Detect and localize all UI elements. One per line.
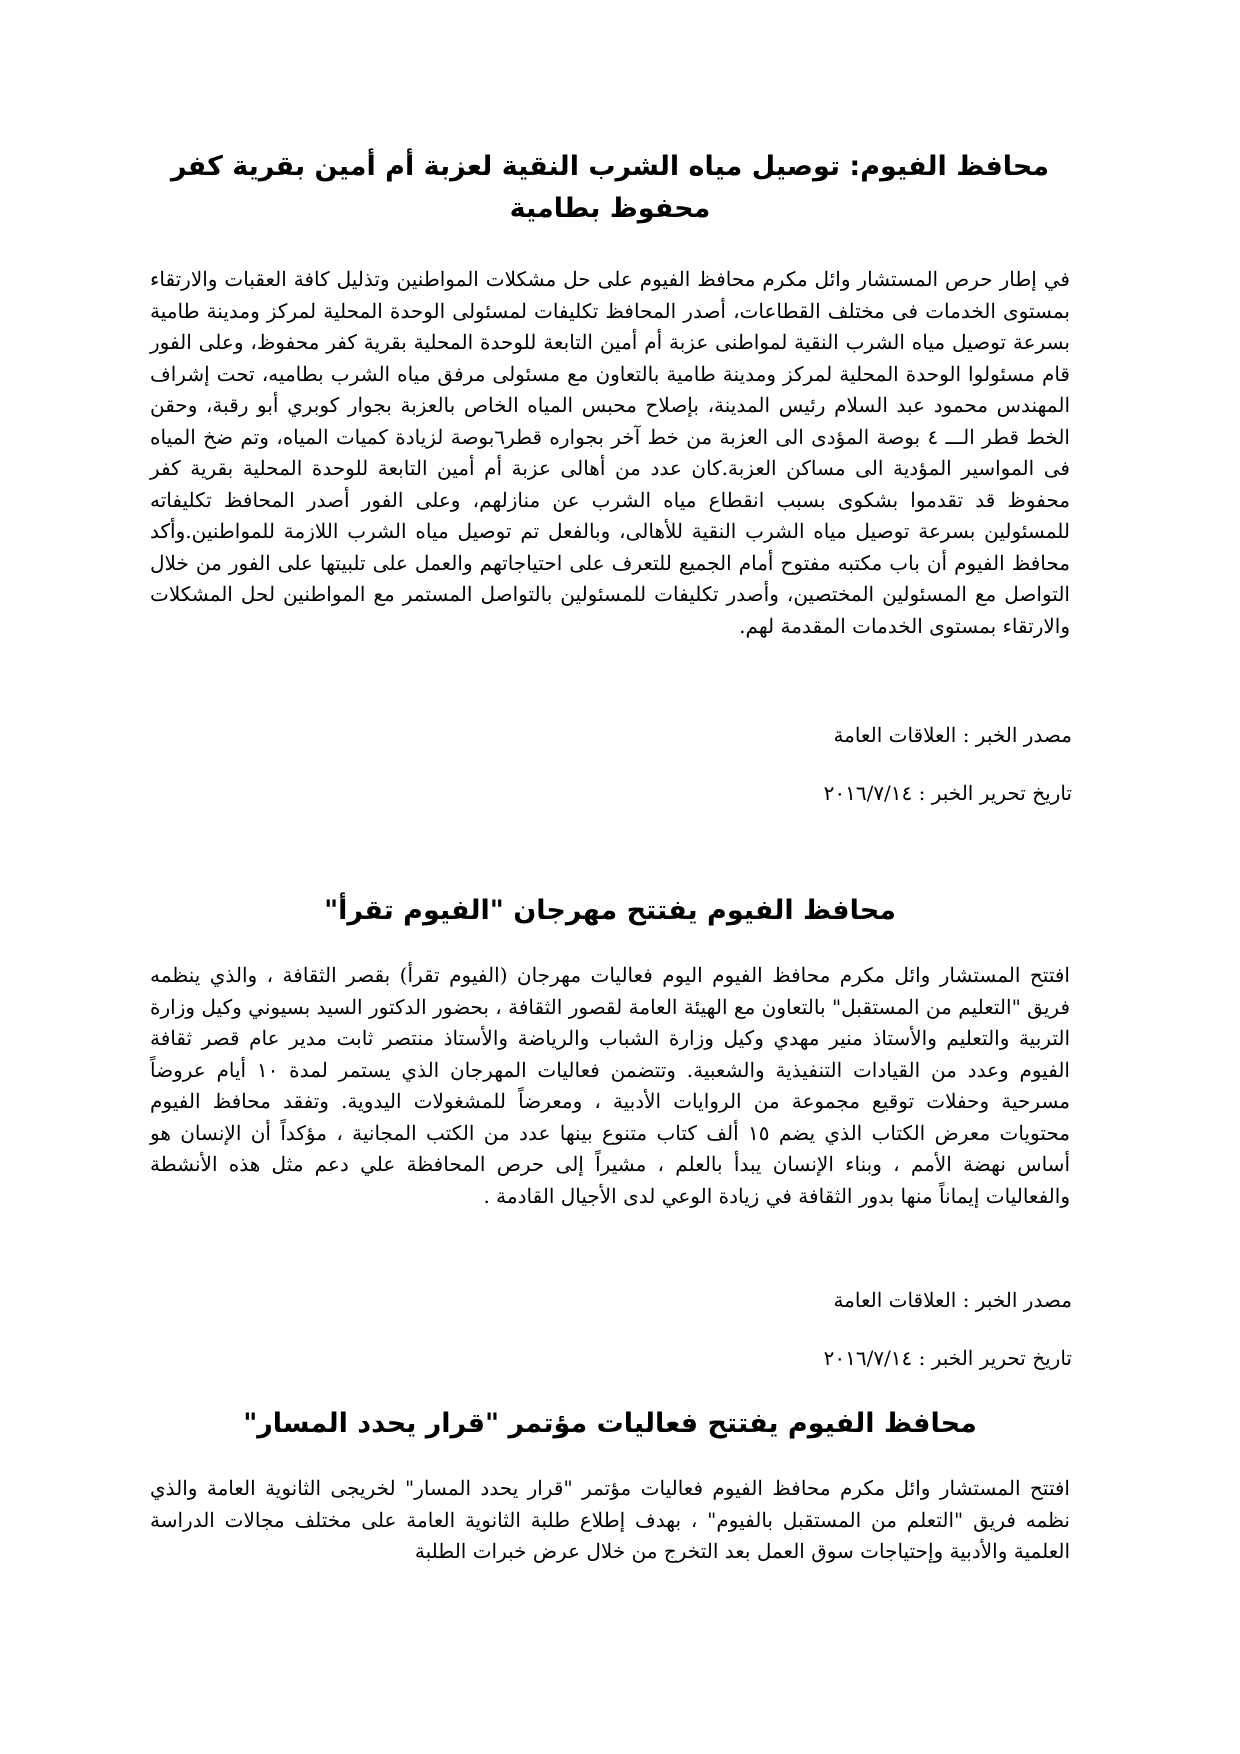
article-2-title: محافظ الفيوم يفتتح مهرجان "الفيوم تقرأ" — [324, 895, 896, 926]
article-1-body: في إطار حرص المستشار وائل مكرم محافظ الفيوم على حل مشكلات المواطنين وتذليل كافة العقبات والارتقاء بمستوى الخدمات فى مختلف القطاعات، أصدر المحافظ تكليفات لمسئولى الوحدة المحلية لمركز ومدينة طامية بسرعة توصيل مياه الشرب النقية لمواطنى عزبة أم أمين التابعة للوحدة المحلية بقرية كفر محفوظ، وعلى الفور قام مسئولوا الوحدة المحلية لمركز ومدينة طامية بالتعاون مع مسئولى مرفق مياه الشرب بطاميه، تحت إشراف المهندس محمود عبد السلام رئيس المدينة، بإصلاح محبس المياه الخاص بالعزبة بجوار كوبري أبو رقبة، وحقن الخط قطر الـــ ٤ بوصة المؤدى الى العزبة من خط آخر بجواره قطر٦بوصة لزيادة كميات المياه، وتم ضخ المياه فى المواسير المؤدية الى مساكن العزبة.كان عدد من أهالى عزبة أم أمين التابعة للوحدة المحلية بقرية كفر محفوظ قد تقدموا بشكوى بسبب انقطاع مياه الشرب عن منازلهم، وعلى الفور أصدر المحافظ تكليفاته للمسئولين بسرعة توصيل مياه الشرب النقية للأهالى، وبالفعل تم توصيل مياه الشرب اللازمة للمواطنين.وأكد محافظ الفيوم أن باب مكتبه مفتوح أمام الجميع للتعرف على احتياجاتهم والعمل على تلبيتها على الفور من خلال التواصل مع المسئولين المختصين، وأصدر تكليفات للمسئولين بالتواصل المستمر مع المواطنين لحل المشكلات والارتقاء بمستوى الخدمات المقدمة لهم. — [150, 267, 1071, 638]
article-1-date: تاريخ تحرير الخبر : ٢٠١٦/٧/١٤ — [823, 781, 1072, 805]
article-3-body: افتتح المستشار وائل مكرم محافظ الفيوم فعاليات مؤتمر "قرار يحدد المسار" لخريجى الثانوية العامة والذي نظمه فريق "التعلم من المستقبل بالفيوم" ، بهدف إطلاع طلبة الثانوية العامة على مختلف مجالات الدراسة العلمية والأدبية وإحتياجات سوق العمل بعد التخرج من خلال عرض خبرات الطلبة — [150, 1476, 1070, 1563]
article-2-body: افتتح المستشار وائل مكرم محافظ الفيوم اليوم فعاليات مهرجان (الفيوم تقرأ) بقصر الثقافة ، والذي ينظمه فريق "التعليم من المستقبل" بالتعاون مع الهيئة العامة لقصور الثقافة ، بحضور الدكتور السيد بسيوني وكيل وزارة التربية والتعليم والأستاذ منير مهدي وكيل وزارة الشباب والرياضة والأستاذ منتصر ثابت مدير عام قصر ثقافة الفيوم وعدد من القيادات التنفيذية والشعبية. وتتضمن فعاليات المهرجان الذي يستمر لمدة ١٠ أيام عروضاً مسرحية وحفلات توقيع مجموعة من الروايات الأدبية ، ومعرضاً للمشغولات اليدوية. وتفقد محافظ الفيوم محتويات معرض الكتاب الذي يضم ١٥ ألف كتاب متنوع بينها عدد من الكتب المجانية ، مؤكداً أن الإنسان هو أساس نهضة الأمم ، وبناء الإنسان يبدأ بالعلم ، مشيراً إلى حرص المحافظة علي دعم مثل هذه الأنشطة والفعاليات إيماناً منها بدور الثقافة في زيادة الوعي لدى الأجيال القادمة . — [150, 963, 1071, 1208]
article-2-source: مصدر الخبر : العلاقات العامة — [833, 1288, 1072, 1312]
article-1-source: مصدر الخبر : العلاقات العامة — [833, 723, 1072, 747]
article-3-title: محافظ الفيوم يفتتح فعاليات مؤتمر "قرار يحدد المسار" — [243, 1408, 977, 1439]
article-2-date: تاريخ تحرير الخبر : ٢٠١٦/٧/١٤ — [823, 1346, 1072, 1370]
article-1-title: محافظ الفيوم: توصيل مياه الشرب النقية لعزبة أم أمين بقرية كفر محفوظ بطامية — [170, 151, 1050, 224]
